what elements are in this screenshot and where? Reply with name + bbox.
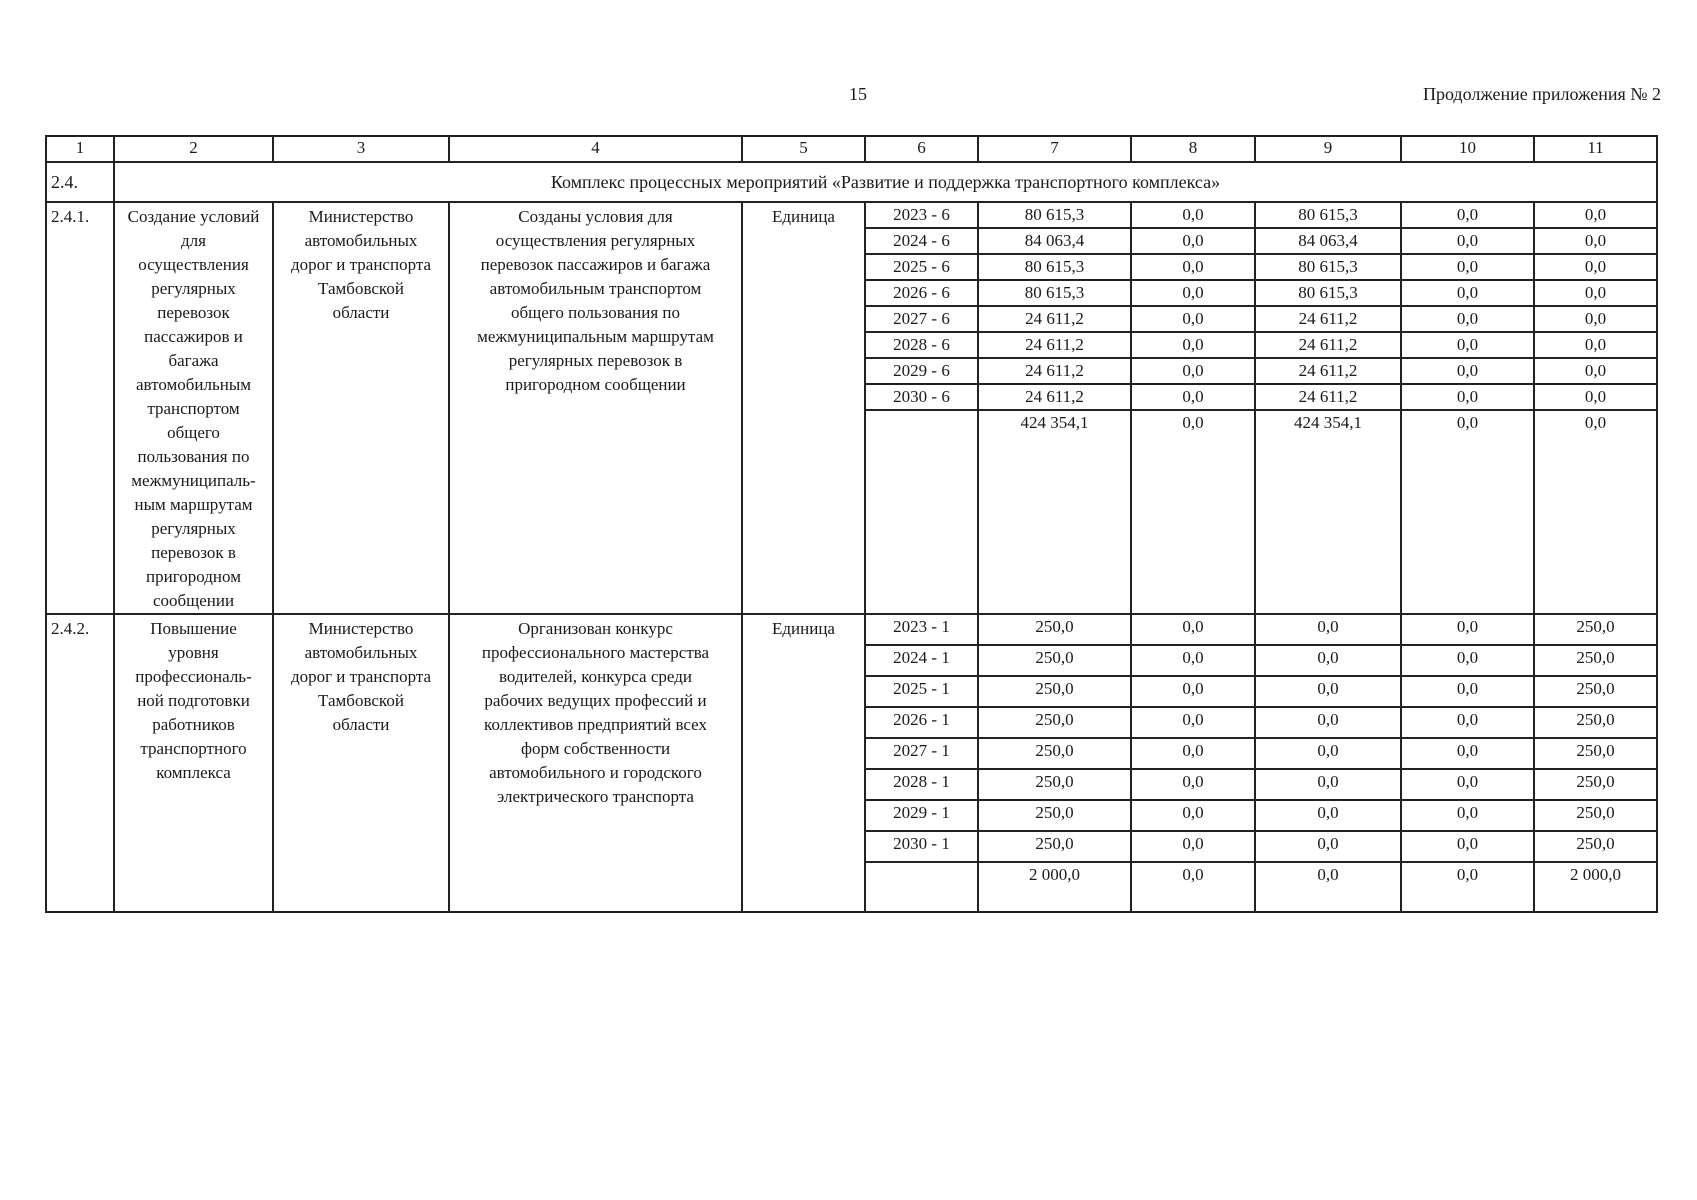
result-line: общего пользования по — [510, 303, 681, 322]
year-value: 2027 - 6 — [865, 306, 978, 332]
amount-c7: 80 615,3 — [978, 202, 1131, 228]
year-value: 2029 - 1 — [865, 800, 978, 831]
executor-line: дорог и транспорта — [290, 667, 432, 686]
total-c11: 0,0 — [1534, 410, 1657, 614]
amount-c9: 0,0 — [1255, 769, 1401, 800]
amount-c8: 0,0 — [1131, 738, 1255, 769]
amount-c8: 0,0 — [1131, 645, 1255, 676]
measure-name-line: работников — [152, 715, 235, 734]
result-line: осуществления регулярных — [495, 231, 696, 250]
measure-name-line: для — [181, 231, 206, 250]
amount-c9: 0,0 — [1255, 831, 1401, 862]
result-line: водителей, конкурса среди — [499, 667, 692, 686]
amount-c9: 24 611,2 — [1255, 358, 1401, 384]
col-header: 6 — [865, 136, 978, 162]
year-value: 2025 - 1 — [865, 676, 978, 707]
amount-c10: 0,0 — [1401, 202, 1534, 228]
result-line: пригородном сообщении — [505, 375, 686, 394]
result-line: автомобильным транспортом — [489, 279, 702, 298]
executor-line: автомобильных — [304, 643, 418, 662]
amount-c7: 250,0 — [978, 769, 1131, 800]
measure-name-line: уровня — [168, 643, 219, 662]
table-row — [46, 614, 1657, 645]
measure-name-line: транспортом — [147, 399, 240, 418]
amount-c10: 0,0 — [1401, 306, 1534, 332]
measure-name-line: транспортного — [140, 739, 247, 758]
result-line: коллективов предприятий всех — [484, 715, 707, 734]
row-index: 2.4.1. — [46, 202, 114, 614]
amount-c11: 250,0 — [1534, 614, 1657, 645]
amount-c11: 0,0 — [1534, 358, 1657, 384]
measure-name-line: перевозок в — [151, 543, 236, 562]
measure-name-line: комплекса — [156, 763, 231, 782]
year-value: 2028 - 6 — [865, 332, 978, 358]
amount-c9: 0,0 — [1255, 645, 1401, 676]
amount-c11: 250,0 — [1534, 831, 1657, 862]
amount-c11: 250,0 — [1534, 676, 1657, 707]
year-value: 2030 - 6 — [865, 384, 978, 410]
amount-c7: 80 615,3 — [978, 280, 1131, 306]
measure-name-line: осуществления — [138, 255, 249, 274]
amount-c7: 250,0 — [978, 831, 1131, 862]
total-year-cell — [865, 410, 978, 614]
amount-c10: 0,0 — [1401, 645, 1534, 676]
amount-c7: 250,0 — [978, 676, 1131, 707]
amount-c10: 0,0 — [1401, 800, 1534, 831]
executor — [273, 614, 449, 912]
year-value: 2024 - 6 — [865, 228, 978, 254]
amount-c11: 0,0 — [1534, 202, 1657, 228]
section-index: 2.4. — [46, 162, 114, 202]
total-c10: 0,0 — [1401, 862, 1534, 912]
appendix-note: Продолжение приложения № 2 — [1422, 84, 1661, 104]
table-row — [46, 202, 1657, 228]
total-c8: 0,0 — [1131, 862, 1255, 912]
amount-c8: 0,0 — [1131, 384, 1255, 410]
result-line: профессионального мастерства — [481, 643, 710, 662]
amount-c11: 250,0 — [1534, 707, 1657, 738]
col-header: 5 — [742, 136, 865, 162]
result — [449, 202, 742, 614]
col-header: 11 — [1534, 136, 1657, 162]
measure-name-line: пассажиров и — [144, 327, 243, 346]
amount-c10: 0,0 — [1401, 228, 1534, 254]
amount-c11: 250,0 — [1534, 738, 1657, 769]
amount-c8: 0,0 — [1131, 769, 1255, 800]
amount-c7: 84 063,4 — [978, 228, 1131, 254]
amount-c7: 80 615,3 — [978, 254, 1131, 280]
measure-name-line: ной подготовки — [137, 691, 250, 710]
result-line: Организован конкурс — [518, 619, 673, 638]
amount-c11: 250,0 — [1534, 800, 1657, 831]
amount-c8: 0,0 — [1131, 800, 1255, 831]
amount-c7: 24 611,2 — [978, 358, 1131, 384]
year-value: 2026 - 6 — [865, 280, 978, 306]
amount-c9: 0,0 — [1255, 614, 1401, 645]
amount-c9: 0,0 — [1255, 676, 1401, 707]
total-c9: 0,0 — [1255, 862, 1401, 912]
executor-line: Тамбовской — [318, 279, 404, 298]
amount-c10: 0,0 — [1401, 384, 1534, 410]
amount-c11: 250,0 — [1534, 645, 1657, 676]
amount-c9: 80 615,3 — [1255, 280, 1401, 306]
year-value: 2027 - 1 — [865, 738, 978, 769]
measure-name-line: ным маршрутам — [134, 495, 253, 514]
year-value: 2028 - 1 — [865, 769, 978, 800]
measure-name-line: пользования по — [137, 447, 250, 466]
year-value: 2023 - 6 — [865, 202, 978, 228]
year-value: 2024 - 1 — [865, 645, 978, 676]
section-row — [46, 162, 1657, 202]
executor-line: Министерство — [308, 619, 414, 638]
result-line: автомобильного и городского — [489, 763, 702, 782]
amount-c9: 80 615,3 — [1255, 202, 1401, 228]
amount-c10: 0,0 — [1401, 707, 1534, 738]
amount-c8: 0,0 — [1131, 676, 1255, 707]
program-table — [45, 135, 1658, 913]
amount-c11: 0,0 — [1534, 228, 1657, 254]
amount-c7: 24 611,2 — [978, 306, 1131, 332]
amount-c9: 0,0 — [1255, 707, 1401, 738]
executor-line: области — [332, 715, 390, 734]
amount-c9: 24 611,2 — [1255, 332, 1401, 358]
measure-name-line: Повышение — [150, 619, 237, 638]
amount-c8: 0,0 — [1131, 332, 1255, 358]
amount-c11: 0,0 — [1534, 254, 1657, 280]
col-header: 10 — [1401, 136, 1534, 162]
amount-c9: 0,0 — [1255, 800, 1401, 831]
result-line: межмуниципальным маршрутам — [477, 327, 714, 346]
amount-c10: 0,0 — [1401, 769, 1534, 800]
amount-c10: 0,0 — [1401, 280, 1534, 306]
year-value: 2030 - 1 — [865, 831, 978, 862]
executor-line: Тамбовской — [318, 691, 404, 710]
result-line: регулярных перевозок в — [508, 351, 683, 370]
amount-c9: 84 063,4 — [1255, 228, 1401, 254]
amount-c7: 24 611,2 — [978, 384, 1131, 410]
amount-c8: 0,0 — [1131, 254, 1255, 280]
measure-name-line: профессиональ- — [135, 667, 252, 686]
measure-name-line: регулярных — [151, 519, 236, 538]
unit: Единица — [742, 202, 865, 614]
year-value: 2023 - 1 — [865, 614, 978, 645]
result — [449, 614, 742, 912]
total-c11: 2 000,0 — [1534, 862, 1657, 912]
amount-c10: 0,0 — [1401, 254, 1534, 280]
amount-c10: 0,0 — [1401, 332, 1534, 358]
executor-line: дорог и транспорта — [290, 255, 432, 274]
amount-c11: 0,0 — [1534, 306, 1657, 332]
measure-name-line: багажа — [168, 351, 219, 370]
executor-line: автомобильных — [304, 231, 418, 250]
amount-c10: 0,0 — [1401, 676, 1534, 707]
executor — [273, 202, 449, 614]
amount-c8: 0,0 — [1131, 614, 1255, 645]
total-c7: 424 354,1 — [978, 410, 1131, 614]
measure-name-line: общего — [167, 423, 220, 442]
amount-c7: 250,0 — [978, 800, 1131, 831]
amount-c10: 0,0 — [1401, 358, 1534, 384]
col-header: 7 — [978, 136, 1131, 162]
column-number-row — [46, 136, 1657, 162]
page-number: 15 — [849, 84, 867, 104]
result-line: Созданы условия для — [518, 207, 673, 226]
amount-c10: 0,0 — [1401, 738, 1534, 769]
measure-name-line: пригородном — [146, 567, 241, 586]
amount-c7: 250,0 — [978, 707, 1131, 738]
year-value: 2025 - 6 — [865, 254, 978, 280]
amount-c11: 0,0 — [1534, 384, 1657, 410]
col-header: 8 — [1131, 136, 1255, 162]
amount-c10: 0,0 — [1401, 831, 1534, 862]
amount-c9: 0,0 — [1255, 738, 1401, 769]
amount-c11: 0,0 — [1534, 332, 1657, 358]
measure-name-line: регулярных — [151, 279, 236, 298]
amount-c8: 0,0 — [1131, 831, 1255, 862]
amount-c9: 24 611,2 — [1255, 306, 1401, 332]
measure-name-line: Создание условий — [127, 207, 260, 226]
measure-name-line: сообщении — [152, 591, 235, 610]
result-line: перевозок пассажиров и багажа — [480, 255, 711, 274]
result-line: электрического транспорта — [497, 787, 694, 806]
amount-c8: 0,0 — [1131, 228, 1255, 254]
amount-c8: 0,0 — [1131, 202, 1255, 228]
amount-c8: 0,0 — [1131, 306, 1255, 332]
amount-c11: 0,0 — [1534, 280, 1657, 306]
amount-c11: 250,0 — [1534, 769, 1657, 800]
unit: Единица — [742, 614, 865, 912]
amount-c7: 250,0 — [978, 645, 1131, 676]
section-title: Комплекс процессных мероприятий «Развитие и поддержка транспортного комплекса» — [114, 162, 1657, 202]
amount-c7: 24 611,2 — [978, 332, 1131, 358]
measure-name — [114, 614, 273, 912]
measure-name-line: межмуниципаль- — [131, 471, 256, 490]
row-index: 2.4.2. — [46, 614, 114, 912]
col-header: 3 — [273, 136, 449, 162]
col-header: 9 — [1255, 136, 1401, 162]
amount-c8: 0,0 — [1131, 280, 1255, 306]
amount-c7: 250,0 — [978, 614, 1131, 645]
amount-c8: 0,0 — [1131, 707, 1255, 738]
result-line: форм собственности — [520, 739, 671, 758]
year-value: 2026 - 1 — [865, 707, 978, 738]
executor-line: области — [332, 303, 390, 322]
total-c10: 0,0 — [1401, 410, 1534, 614]
measure-name-line: автомобильным — [135, 375, 252, 394]
total-c9: 424 354,1 — [1255, 410, 1401, 614]
year-value: 2029 - 6 — [865, 358, 978, 384]
result-line: рабочих ведущих профессий и — [484, 691, 707, 710]
executor-line: Министерство — [308, 207, 414, 226]
measure-name — [114, 202, 273, 614]
total-c7: 2 000,0 — [978, 862, 1131, 912]
measure-name-line: перевозок — [157, 303, 230, 322]
amount-c9: 24 611,2 — [1255, 384, 1401, 410]
amount-c8: 0,0 — [1131, 358, 1255, 384]
amount-c7: 250,0 — [978, 738, 1131, 769]
total-year-cell — [865, 862, 978, 912]
col-header: 2 — [114, 136, 273, 162]
col-header: 4 — [449, 136, 742, 162]
amount-c10: 0,0 — [1401, 614, 1534, 645]
amount-c9: 80 615,3 — [1255, 254, 1401, 280]
total-c8: 0,0 — [1131, 410, 1255, 614]
col-header: 1 — [46, 136, 114, 162]
